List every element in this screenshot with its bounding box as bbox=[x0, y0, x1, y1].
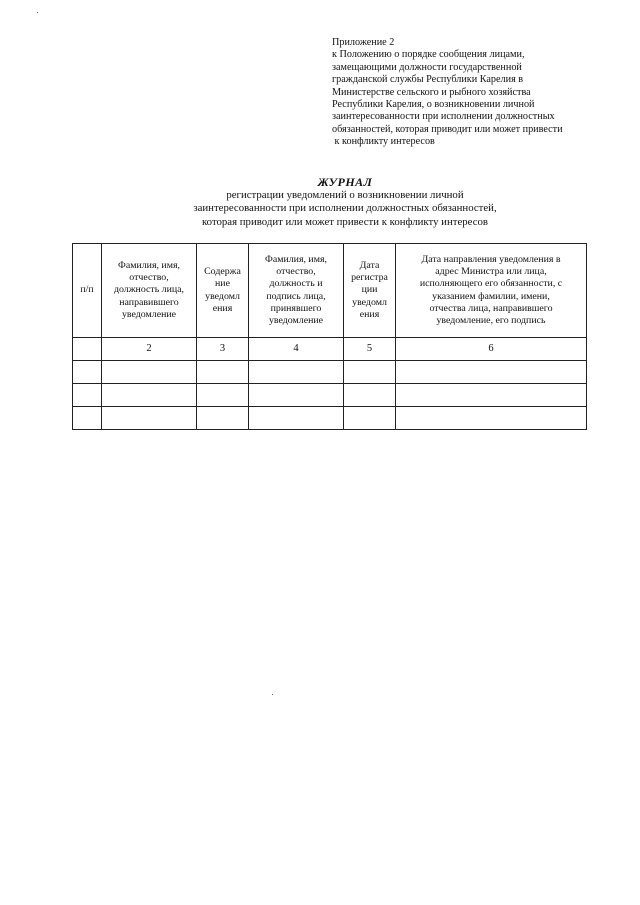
table-cell bbox=[73, 384, 102, 407]
column-number-cell: 4 bbox=[249, 338, 344, 361]
table-cell bbox=[249, 384, 344, 407]
table-cell bbox=[73, 407, 102, 430]
appendix-line: Приложение 2 bbox=[332, 37, 395, 48]
table-cell bbox=[102, 361, 197, 384]
table-cell bbox=[102, 384, 197, 407]
header-cell-sender: Фамилия, имя, отчество, должность лица, направившего уведомление bbox=[102, 244, 197, 338]
column-number-cell bbox=[73, 338, 102, 361]
table-cell bbox=[396, 384, 587, 407]
table-cell bbox=[73, 361, 102, 384]
table-cell bbox=[249, 361, 344, 384]
table-cell bbox=[344, 384, 396, 407]
journal-table bbox=[72, 243, 587, 430]
table-row bbox=[73, 384, 587, 407]
appendix-line: заинтересованности при исполнении должностных bbox=[332, 111, 555, 123]
table-cell bbox=[249, 407, 344, 430]
header-cell-number: п/п bbox=[73, 244, 102, 338]
table-cell bbox=[396, 361, 587, 384]
journal-subtitle-line: которая приводит или может привести к конфликту интересов bbox=[201, 215, 488, 228]
header-cell-receiver: Фамилия, имя, отчество, должность и подпись лица, принявшего уведомление bbox=[249, 244, 344, 338]
journal-title-block bbox=[150, 176, 540, 229]
header-cell-forwarding-date: Дата направления уведомления в адрес Министра или лица, исполняющего его обязанности, с указанием фамилии, имени, отчества лица, направившего уведомление, его подпись bbox=[396, 244, 587, 338]
scan-speck bbox=[37, 12, 38, 13]
table-cell bbox=[197, 407, 249, 430]
appendix-note bbox=[332, 37, 617, 149]
table-cell bbox=[197, 361, 249, 384]
appendix-line: к Положению о порядке сообщения лицами, bbox=[332, 49, 525, 61]
header-cell-registration-date: Дата регистра ции уведомл ения bbox=[344, 244, 396, 338]
table-cell bbox=[102, 407, 197, 430]
column-number-cell: 6 bbox=[396, 338, 587, 361]
journal-heading: ЖУРНАЛ bbox=[317, 175, 373, 189]
header-cell-content: Содержа ние уведомл ения bbox=[197, 244, 249, 338]
column-number-row bbox=[73, 338, 587, 361]
column-number-cell: 3 bbox=[197, 338, 249, 361]
table-cell bbox=[344, 407, 396, 430]
appendix-line: Министерстве сельского и рыбного хозяйства bbox=[332, 86, 531, 98]
table-row bbox=[73, 407, 587, 430]
appendix-line: к конфликту интересов bbox=[332, 136, 435, 148]
table-cell bbox=[344, 361, 396, 384]
table-cell bbox=[197, 384, 249, 407]
appendix-line: гражданской службы Республики Карелия в bbox=[332, 74, 524, 86]
journal-subtitle-line: заинтересованности при исполнении должностных обязанностей, bbox=[193, 202, 497, 215]
table-row bbox=[73, 361, 587, 384]
scan-speck bbox=[272, 694, 273, 695]
header-row bbox=[73, 244, 587, 338]
appendix-line: Республики Карелия, о возникновении личной bbox=[332, 99, 535, 111]
journal-subtitle-line: регистрации уведомлений о возникновении личной bbox=[226, 189, 464, 202]
table-cell bbox=[396, 407, 587, 430]
column-number-cell: 5 bbox=[344, 338, 396, 361]
appendix-line: обязанностей, которая приводит или может привести bbox=[332, 123, 563, 135]
column-number-cell: 2 bbox=[102, 338, 197, 361]
appendix-line: замещающими должности государственной bbox=[332, 61, 522, 73]
